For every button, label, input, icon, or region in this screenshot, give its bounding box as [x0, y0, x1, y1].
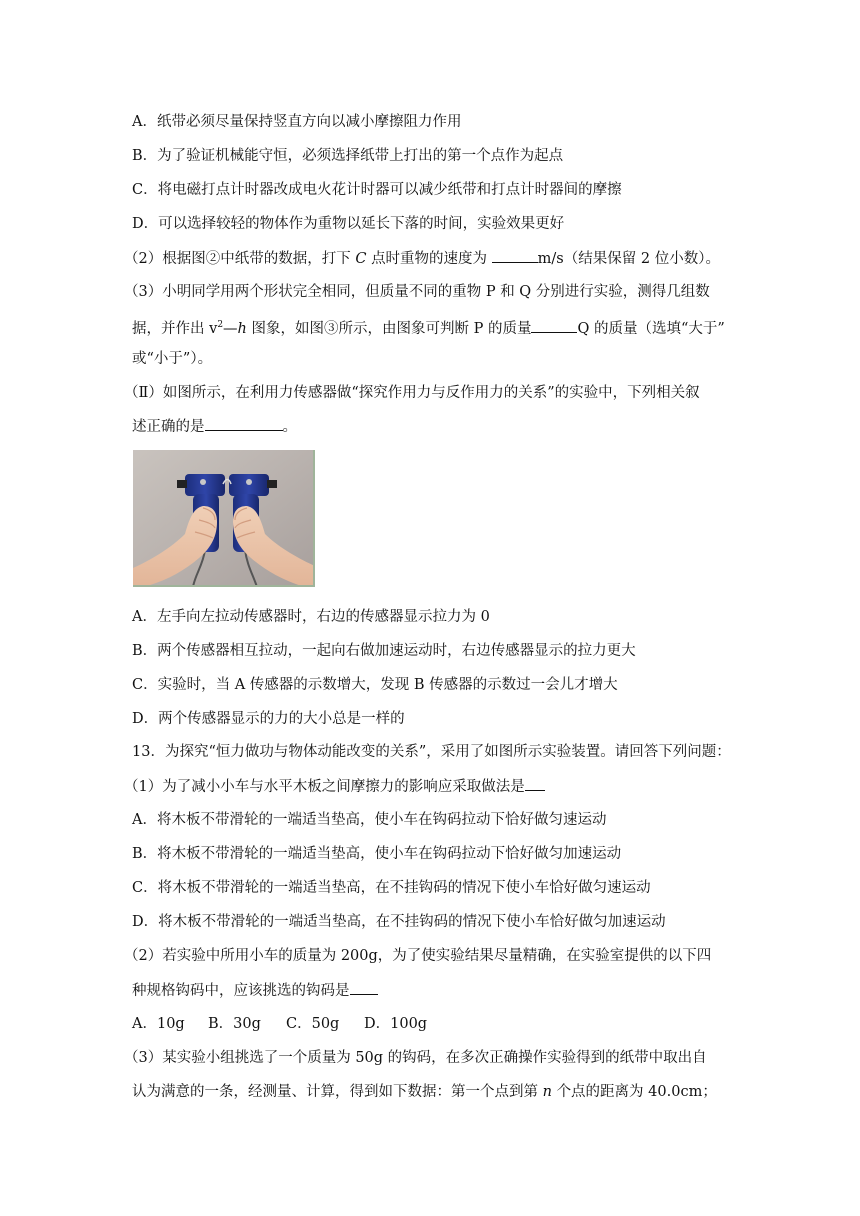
q13-subquestion-1	[124, 776, 734, 797]
answer-blank	[205, 416, 283, 431]
option-b: B．为了验证机械能守恒，必须选择纸带上打出的第一个点作为起点	[132, 148, 564, 164]
q13-s2-option-d: D．100g	[364, 1016, 428, 1032]
force-sensor-photo	[133, 450, 315, 587]
subquestion-3-line-3: 或“小于”）。	[132, 351, 213, 367]
q13-s2-option-a: A．10g	[132, 1016, 185, 1032]
text: 点时重物的速度为	[371, 251, 488, 267]
hands-with-sensors-illustration	[133, 450, 315, 587]
variable-n: n	[542, 1084, 552, 1100]
part2-option-c: C．实验时，当 A 传感器的示数增大，发现 B 传感器的示数过一会儿才增大	[132, 677, 618, 693]
q13-subquestion-3-line-1: （3）某实验小组挑选了一个质量为 50g 的钩码，在多次正确操作实验得到的纸带中取出自	[124, 1050, 707, 1066]
text: 。	[282, 419, 297, 435]
q13-s1-option-c: C．将木板不带滑轮的一端适当垫高，在不挂钩码的情况下使小车恰好做匀速运动	[132, 880, 651, 896]
text: 个点的距离为 40.0cm；	[556, 1084, 717, 1100]
text: （1）为了减小小车与水平木板之间摩擦力的影响应采取做法是	[124, 779, 525, 795]
q13-subquestion-2-line-1: （2）若实验中所用小车的质量为 200g，为了使实验结果尽量精确，在实验室提供的以下四	[124, 948, 712, 964]
option-a: A．纸带必须尽量保持竖直方向以减小摩擦阻力作用	[132, 114, 462, 130]
part2-stem-line-1: （Ⅱ）如图所示，在利用力传感器做“探究作用力与反作用力的关系”的实验中，下列相关叙	[124, 385, 700, 401]
text: 图象，如图③所示，由图象可判断 P 的质量	[251, 320, 532, 337]
subquestion-3-line-1: （3）小明同学用两个形状完全相同，但质量不同的重物 P 和 Q 分别进行实验，测得几组数	[124, 284, 710, 300]
subquestion-2	[124, 248, 734, 269]
text: m/s（结果保留 2 位小数）。	[537, 251, 720, 267]
q13-s2-options	[132, 1014, 742, 1034]
text: —	[223, 320, 238, 337]
question-13-stem: 13．为探究“恒力做功与物体动能改变的关系”，采用了如图所示实验装置。请回答下列问题：	[132, 744, 731, 760]
text: 认为满意的一条，经测量、计算，得到如下数据：第一个点到第	[132, 1084, 538, 1100]
q13-s1-option-b: B．将木板不带滑轮的一端适当垫高，使小车在钩码拉动下恰好做匀加速运动	[132, 846, 622, 862]
part2-option-d: D．两个传感器显示的力的大小总是一样的	[132, 711, 405, 727]
variable-h: h	[237, 320, 247, 337]
option-d: D．可以选择较轻的物体作为重物以延长下落的时间，实验效果更好	[132, 216, 565, 232]
answer-blank	[492, 248, 538, 263]
superscript: 2	[217, 320, 224, 330]
part2-option-b: B．两个传感器相互拉动，一起向右做加速运动时，右边传感器显示的拉力更大	[132, 643, 636, 659]
q13-subquestion-2-line-2	[132, 980, 742, 1001]
subquestion-3-line-2	[132, 315, 742, 339]
part2-option-a: A．左手向左拉动传感器时，右边的传感器显示拉力为 0	[132, 609, 490, 625]
answer-blank	[531, 318, 577, 333]
q13-s1-option-d: D．将木板不带滑轮的一端适当垫高，在不挂钩码的情况下使小车恰好做匀加速运动	[132, 914, 666, 930]
text: 据，并作出 v	[132, 320, 218, 337]
text: 种规格钩码中，应该挑选的钩码是	[132, 983, 350, 999]
text: 述正确的是	[132, 419, 205, 435]
answer-blank	[350, 980, 378, 995]
q13-s1-option-a: A．将木板不带滑轮的一端适当垫高，使小车在钩码拉动下恰好做匀速运动	[132, 812, 607, 828]
part2-stem-line-2	[132, 416, 742, 437]
text: （2）根据图②中纸带的数据，打下	[124, 251, 351, 267]
q13-s2-option-b: B．30g	[208, 1016, 261, 1032]
point-label: C	[355, 251, 367, 267]
q13-s2-option-c: C．50g	[286, 1016, 340, 1032]
text: Q 的质量（选填“大于”	[577, 320, 725, 337]
option-c: C．将电磁打点计时器改成电火花计时器可以减少纸带和打点计时器间的摩擦	[132, 182, 622, 198]
q13-subquestion-3-line-2	[132, 1082, 742, 1102]
answer-blank	[525, 776, 545, 791]
